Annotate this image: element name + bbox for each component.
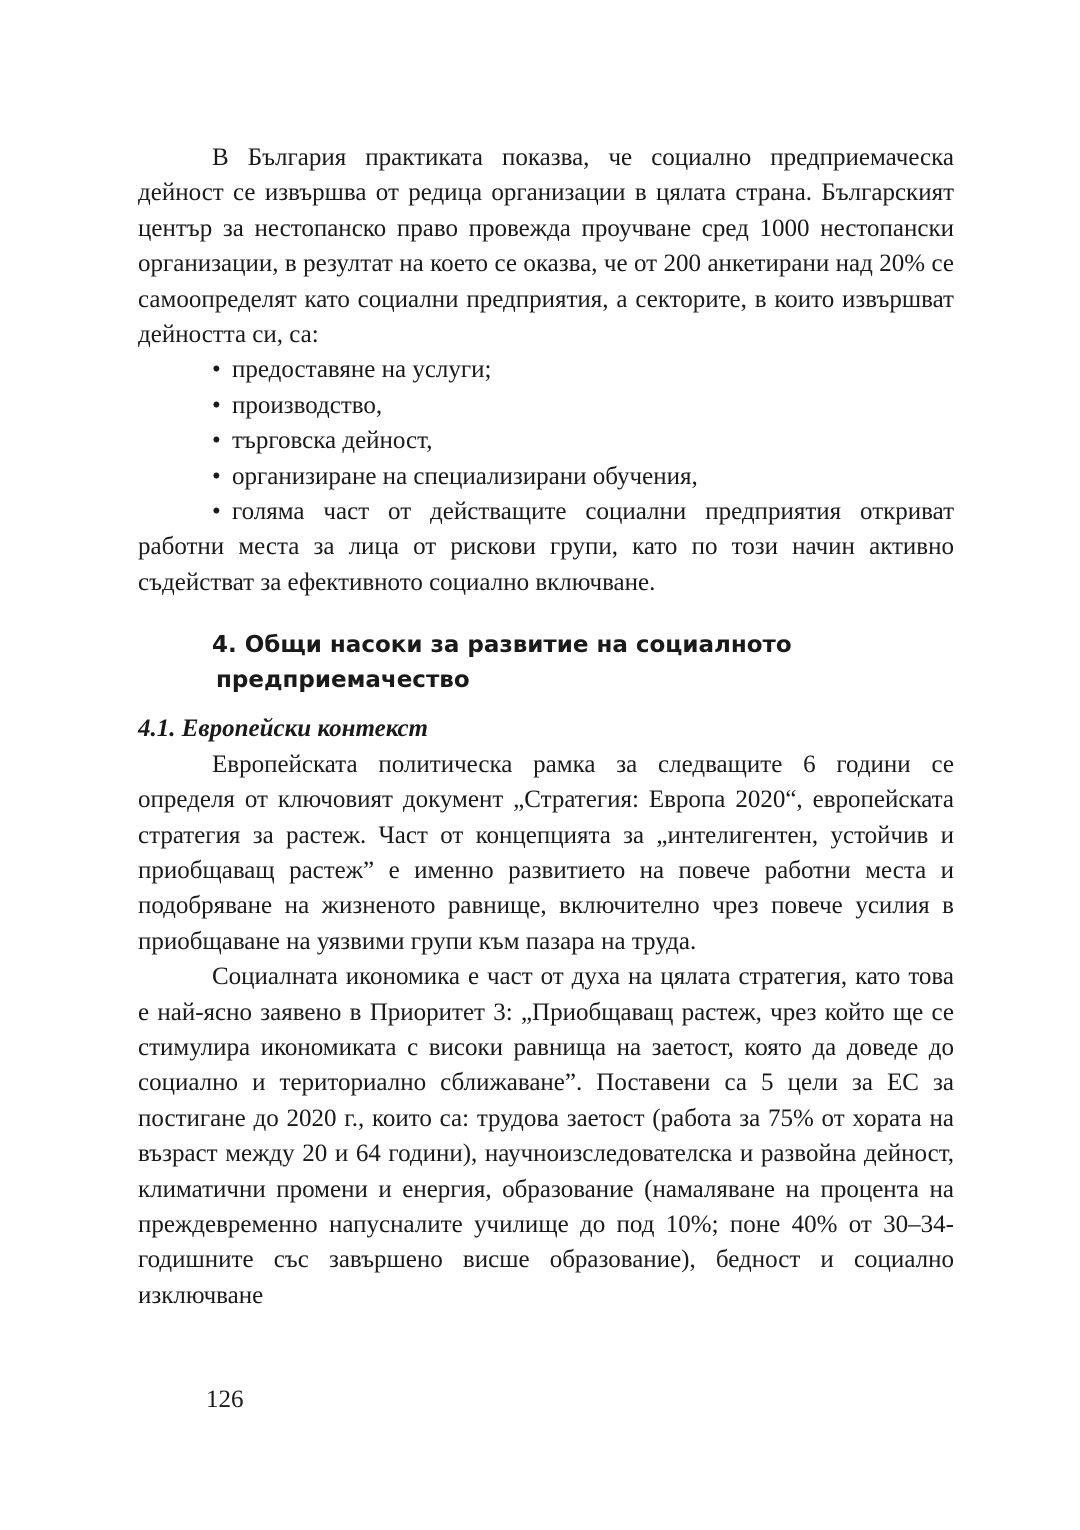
page-number: 126 (206, 1386, 244, 1413)
list-item: • организиране на специализирани обучения, (138, 459, 954, 494)
list-item: • търговска дейност, (138, 423, 954, 458)
page-body (138, 140, 954, 1313)
paragraph-intro: В България практиката показва, че социално предприемаческа дейност се извършва от редица организации в цялата страна. Българският център за нестопанско право провежда проучване сред 1000 нестопански организации, в резултат на което се оказва, че от 200 анкетирани над 20% се самоопределят като социални предприятия, а секторите, в които извършват дейността си, са: (138, 144, 954, 349)
paragraph-european-context: Европейската политическа рамка за следващите 6 години се определя от ключовият документ „Стратегия: Европа 2020“, европейската стратегия за растеж. Част от концепцията за „интелигентен, устойчив и приобщаващ растеж” е именно развитието на повече работни места и подобряване на жизненото равнище, включително чрез повече усилия в приобщаване на уязвими групи към пазара на труда. (138, 750, 954, 955)
bullet-icon: • (212, 462, 221, 490)
section-heading (212, 628, 954, 698)
section-heading-line1: 4. Общи насоки за развитие на социалното (212, 632, 792, 659)
bullet-icon: • (212, 498, 221, 526)
subheading: 4.1. Европейски контекст (138, 715, 428, 743)
list-item: • голяма част от действащите социални предприятия откриват работни места за лица от рискови групи, като по този начин активно съдействат за ефективното социално включване. (138, 494, 954, 600)
list-item: • предоставяне на услуги; (138, 352, 954, 387)
sector-list (138, 352, 954, 600)
paragraph-social-economy: Социалната икономика е част от духа на цялата стратегия, като това е най-ясно заявено в Приоритет 3: „Приобщаващ растеж, чрез който ще се стимулира икономиката с високи равнища на заетост, която да доведе до социално и териториално сближаване”. Поставени са 5 цели за ЕС за постигане до 2020 г., които са: трудова заетост (работа за 75% от хората на възраст между 20 и 64 години), научноизследователска и развойна дейност, климатични промени и енергия, образование (намаляване на процента на преждевременно напусналите училище до под 10%; поне 40% от 30–34-годишните със завършено висше образование), бедност и социално изключване (138, 963, 954, 1309)
bullet-icon: • (212, 356, 221, 384)
section-heading-line2: предприемачество (216, 667, 470, 694)
bullet-icon: • (212, 427, 221, 455)
list-item: • производство, (138, 388, 954, 423)
bullet-icon: • (212, 391, 221, 419)
